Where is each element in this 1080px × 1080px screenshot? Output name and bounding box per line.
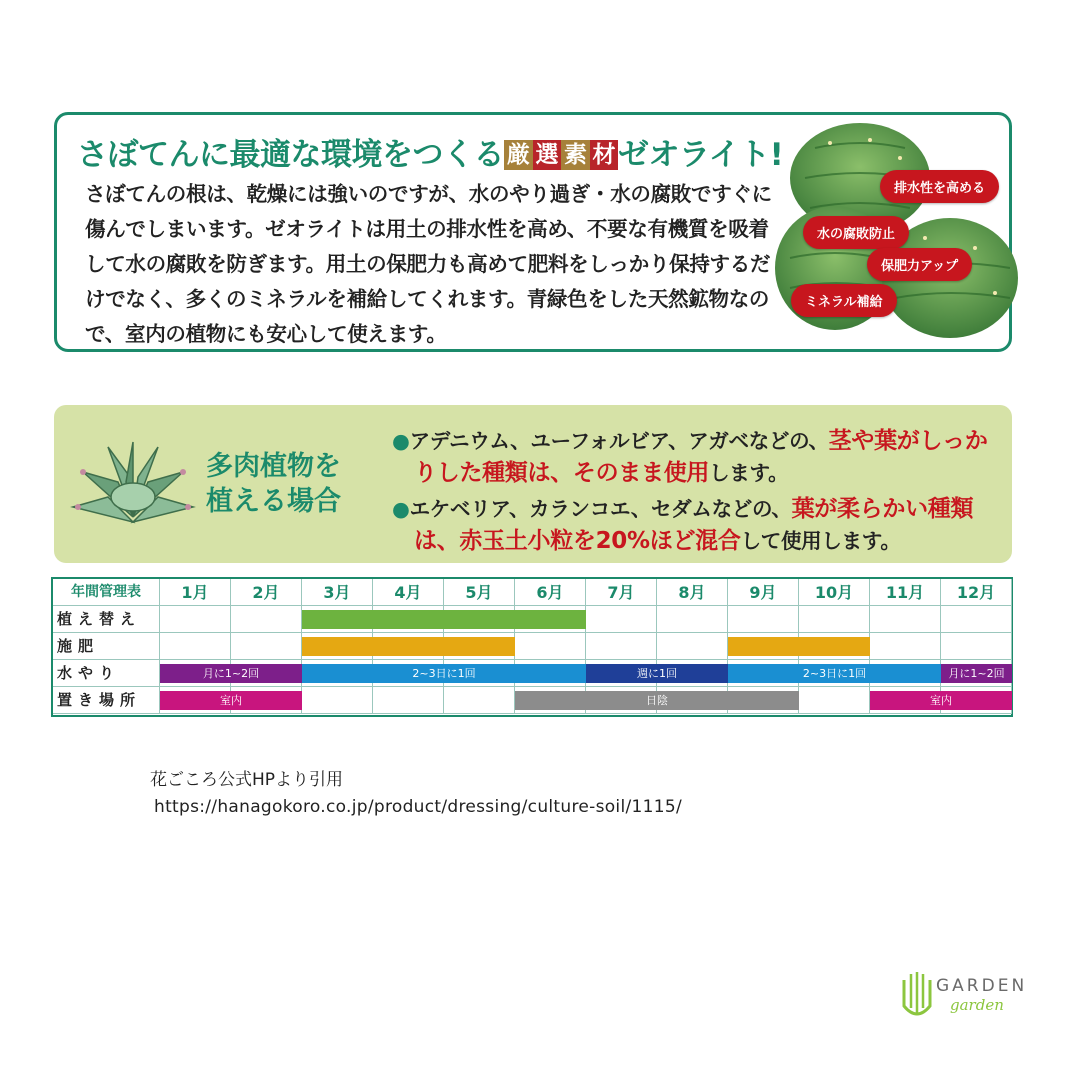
month-header: 10月 [799,579,870,606]
logo-text: GARDEN [936,976,1028,996]
credit-line: 花ごころ公式HPより引用 [150,770,344,790]
calendar-cell [941,633,1012,660]
calendar-cell [373,687,444,714]
calendar-cell [657,633,728,660]
schedule-bar: 月に1~2回 [941,664,1012,683]
bullet-icon: ● [392,497,410,521]
month-header: 12月 [941,579,1012,606]
schedule-bar [302,637,515,656]
calendar-cell [870,633,941,660]
item-emphasis: 茎や葉がしっかりした種類は、そのまま使用 [414,428,988,486]
succulent-icon [68,427,198,532]
row-label: 植え替え [53,606,160,633]
month-header: 5月 [444,579,515,606]
bubble-mineral: ミネラル補給 [791,284,897,317]
calendar-cell [444,687,515,714]
schedule-bar: 2~3日に1回 [728,664,941,683]
row-label: 施肥 [53,633,160,660]
calendar-cell [870,606,941,633]
item-emphasis: 葉が柔らかい種類は、赤玉土小粒を20%ほど混合 [414,496,974,554]
succulent-heading [206,449,341,519]
garden-logo-icon [900,970,934,1022]
bubble-anti-rot: 水の腐敗防止 [803,216,909,249]
item-text: エケベリア、カランコエ、セダムなどの、 [409,497,792,521]
row-label: 水やり [53,660,160,687]
item-text-end: します。 [709,461,789,485]
calendar-cell [799,687,870,714]
calendar-row [53,687,1011,714]
month-header: 7月 [586,579,657,606]
month-header: 4月 [373,579,444,606]
bullet-icon: ● [392,429,410,453]
month-header: 9月 [728,579,799,606]
month-header: 3月 [302,579,373,606]
succulent-list [392,425,1002,561]
calendar-corner: 年間管理表 [53,579,160,606]
credit-url[interactable]: https://hanagokoro.co.jp/product/dressing/culture-soil/1115/ [154,797,682,817]
calendar-row [53,660,1011,687]
calendar-cell [586,606,657,633]
schedule-bar [728,637,870,656]
month-header: 1月 [160,579,231,606]
garden-logo [900,970,1040,1025]
succulent-item-2 [392,493,1002,557]
bubble-drainage: 排水性を高める [880,170,999,203]
cactus-illustration [775,118,1020,348]
succulent-item-1 [392,425,1002,489]
item-text: アデニウム、ユーフォルビア、アガベなどの、 [409,429,829,453]
schedule-bar: 2~3日に1回 [302,664,586,683]
zeolite-title-pre: さぼてんに最適な環境をつくる [77,137,504,173]
calendar-cell [160,606,231,633]
annual-calendar [51,577,1013,717]
schedule-bar: 日陰 [515,691,799,710]
month-header: 11月 [870,579,941,606]
succulent-heading-line2: 植える場合 [206,486,341,517]
badge-sen: 選 [533,140,562,170]
calendar-cell [515,633,586,660]
schedule-bar: 週に1回 [586,664,728,683]
badge-gen: 厳 [504,140,533,170]
calendar-row [53,633,1011,660]
zeolite-title [77,129,783,174]
calendar-cell [657,606,728,633]
zeolite-description: さぼてんの根は、乾燥には強いのですが、水のやり過ぎ・水の腐敗ですぐに傷んでしまいます。ゼオライトは用土の排水性を高め、不要な有機質を吸着して水の腐敗を防ぎます。用土の保肥力も高めて肥料をしっかり保持するだけでなく、多くのミネラルを補給してくれます。青緑色をした天然鉱物なので、室内の植物にも安心して使えます。 [85,182,772,346]
item-text-end: して使用します。 [740,529,901,553]
month-header: 6月 [515,579,586,606]
month-header: 2月 [231,579,302,606]
logo-subtext: garden [950,996,1004,1014]
succulent-heading-line1: 多肉植物を [206,451,341,482]
schedule-bar: 室内 [160,691,302,710]
calendar-cell [941,606,1012,633]
calendar-row [53,606,1011,633]
row-label: 置き場所 [53,687,160,714]
calendar-cell [160,633,231,660]
badge-zai: 材 [590,140,619,170]
zeolite-title-post: ゼオライト! [618,137,784,173]
badge-so: 素 [561,140,590,170]
succulent-panel [54,405,1012,563]
source-credit [150,767,682,821]
schedule-bar: 室内 [870,691,1012,710]
calendar-cell [799,606,870,633]
schedule-bar: 月に1~2回 [160,664,302,683]
schedule-bar [302,610,586,629]
calendar-cell [231,633,302,660]
calendar-header [53,579,1011,606]
calendar-cell [728,606,799,633]
calendar-cell [302,687,373,714]
bubble-fertilizer: 保肥力アップ [867,248,972,281]
calendar-cell [231,606,302,633]
month-header: 8月 [657,579,728,606]
calendar-cell [586,633,657,660]
